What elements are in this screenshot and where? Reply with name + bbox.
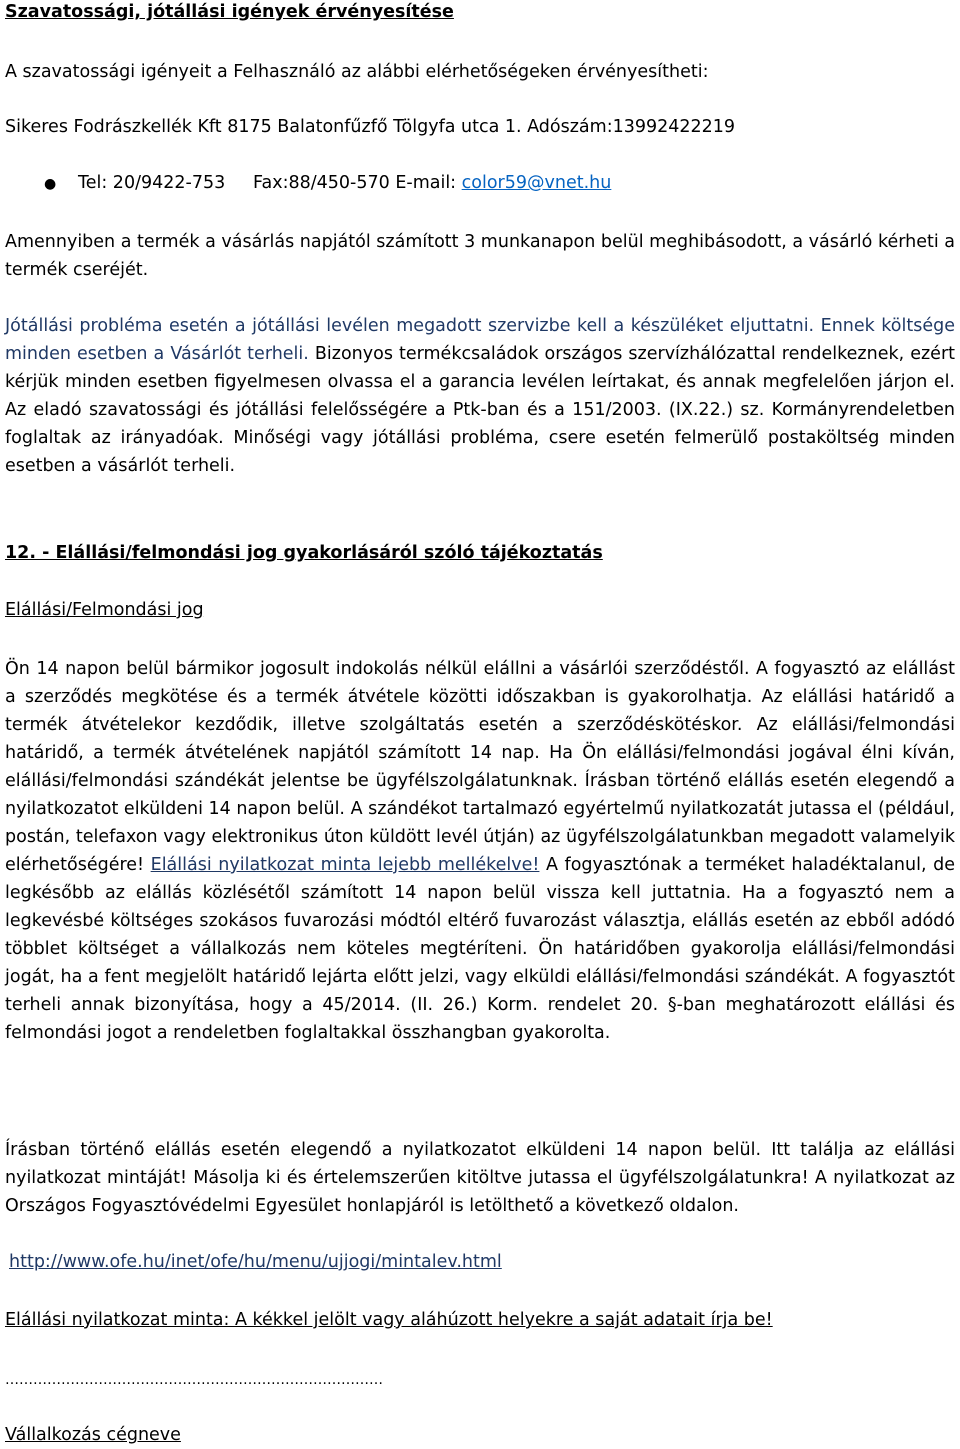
dotted-line: ………………………………………………………………………: [5, 1372, 383, 1388]
company-info: Sikeres Fodrászkellék Kft 8175 Balatonfűzfő Tölgyfa utca 1. Adószám:13992422219: [5, 117, 736, 137]
withdrawal-text-a: Ön 14 napon belül bármikor jogosult indokolás nélkül elállni a vásárlói szerződéstől. A fogyasztó az elállást a szerződés megkötése és a termék átvétele közötti időszakban is gyakorolhatja. Az elállási határidő a termék átvételekor kezdődik, illetve szolgáltatás esetén a szerződéskötéskor. Az elállási/felmondási határidő, a termék átvételének napjától számított 14 nap. Ha Ön elállási/felmondási jogával élni kíván, elállási/felmondási szándékát jelentse be ügyfélszolgálatunknak. Írásban történő elállás esetén elegendő a nyilatkozatot elküldeni 14 napon belül. A szándékot tartalmazó egyértelmű nyilatkozatát jutassa el (például, postán, telefaxon vagy elektronikus úton küldött levél útján) az ügyfélszolgálatunkban megadott valamelyik elérhetőségére!: [5, 659, 955, 875]
email-link[interactable]: color59@vnet.hu: [461, 173, 612, 193]
guarantee-paragraph: [5, 312, 955, 480]
form-title: Elállási nyilatkozat minta: A kékkel jelölt vagy aláhúzott helyekre a saját adatait írja be!: [5, 1310, 773, 1330]
guarantee-part-1: Jótállási probléma esetén a jótállási levélen megadott szervizbe kell a készüléket eljuttatni. Ennek költsége minden esetben a Vásárlót terheli.: [5, 316, 955, 364]
company-name-label: Vállalkozás cégneve: [5, 1425, 181, 1445]
ofe-url-link[interactable]: http://www.ofe.hu/inet/ofe/hu/menu/ujjogi/mintalev.html: [9, 1252, 502, 1272]
form-sample-link[interactable]: Elállási nyilatkozat minta lejebb mellékelve!: [150, 855, 540, 875]
withdrawal-paragraph: [5, 655, 955, 1047]
guarantee-part-3: Minőségi vagy jótállási probléma, csere esetén felmerülő postaköltség minden esetben a vásárlót terheli.: [5, 428, 955, 476]
guarantee-part-2: Bizonyos termékcsaládok országos szervízhálózattal rendelkeznek, ezért kérjük minden esetben figyelmesen olvassa el a garancia levélen leírtakat, és annak megfelelően járjon el. Az eladó szavatossági és jótállási felelősségére a Ptk-ban és a 151/2003. (IX.22.) sz. Kormányrendeletben foglaltak az irányadóak.: [5, 344, 956, 448]
withdrawal-subheading: Elállási/Felmondási jog: [5, 600, 204, 620]
withdrawal-heading: 12. - Elállási/felmondási jog gyakorlásáról szóló tájékoztatás: [5, 543, 603, 563]
contact-text: Tel: 20/9422-753 Fax:88/450-570 E-mail:: [78, 173, 462, 193]
bullet-icon: ●: [44, 176, 57, 192]
warranty-title: Szavatossági, jótállási igények érvényesítése: [5, 2, 454, 22]
ofe-url-line: [9, 1248, 955, 1276]
warranty-intro: A szavatossági igényeit a Felhasználó az alábbi elérhetőségeken érvényesítheti:: [5, 62, 709, 82]
contact-line: [44, 169, 955, 198]
written-withdrawal-paragraph: Írásban történő elállás esetén elegendő a nyilatkozatot elküldeni 14 napon belül. Itt találja az elállási nyilatkozat mintáját! Másolja ki és értelemszerűen kitöltve jutassa el ügyfélszolgálatunkra! A nyilatkozat az Országos Fogyasztóvédelmi Egyesület honlapjáról is letölthető a következő oldalon.: [5, 1140, 955, 1216]
withdrawal-text-b: A fogyasztónak a terméket haladéktalanul, de legkésőbb az elállás közlésétől számított 14 napon belül vissza kell juttatnia. Ha a fogyasztó nem a legkevésbé költséges szokásos fuvarozási módtól eltérő fuvarozást választja, elállás esetén az ebből adódó többlet költséget a vállalkozás nem köteles megtéríteni. Ön határidőben gyakorolja elállási/felmondási jogát, ha a fent megjelölt határidő lejárta előtt jelzi, vagy elküldi elállási/felmondási szándékát. A fogyasztót terheli annak bizonyítása, hogy a 45/2014. (II. 26.) Korm. rendelet 20. §-ban meghatározott elállási és felmondási jogot a rendeletben foglaltakkal összhangban gyakorolta.: [5, 855, 955, 1043]
replacement-paragraph: Amennyiben a termék a vásárlás napjától számított 3 munkanapon belül meghibásodott, a vásárló kérheti a termék cseréjét.: [5, 232, 955, 280]
